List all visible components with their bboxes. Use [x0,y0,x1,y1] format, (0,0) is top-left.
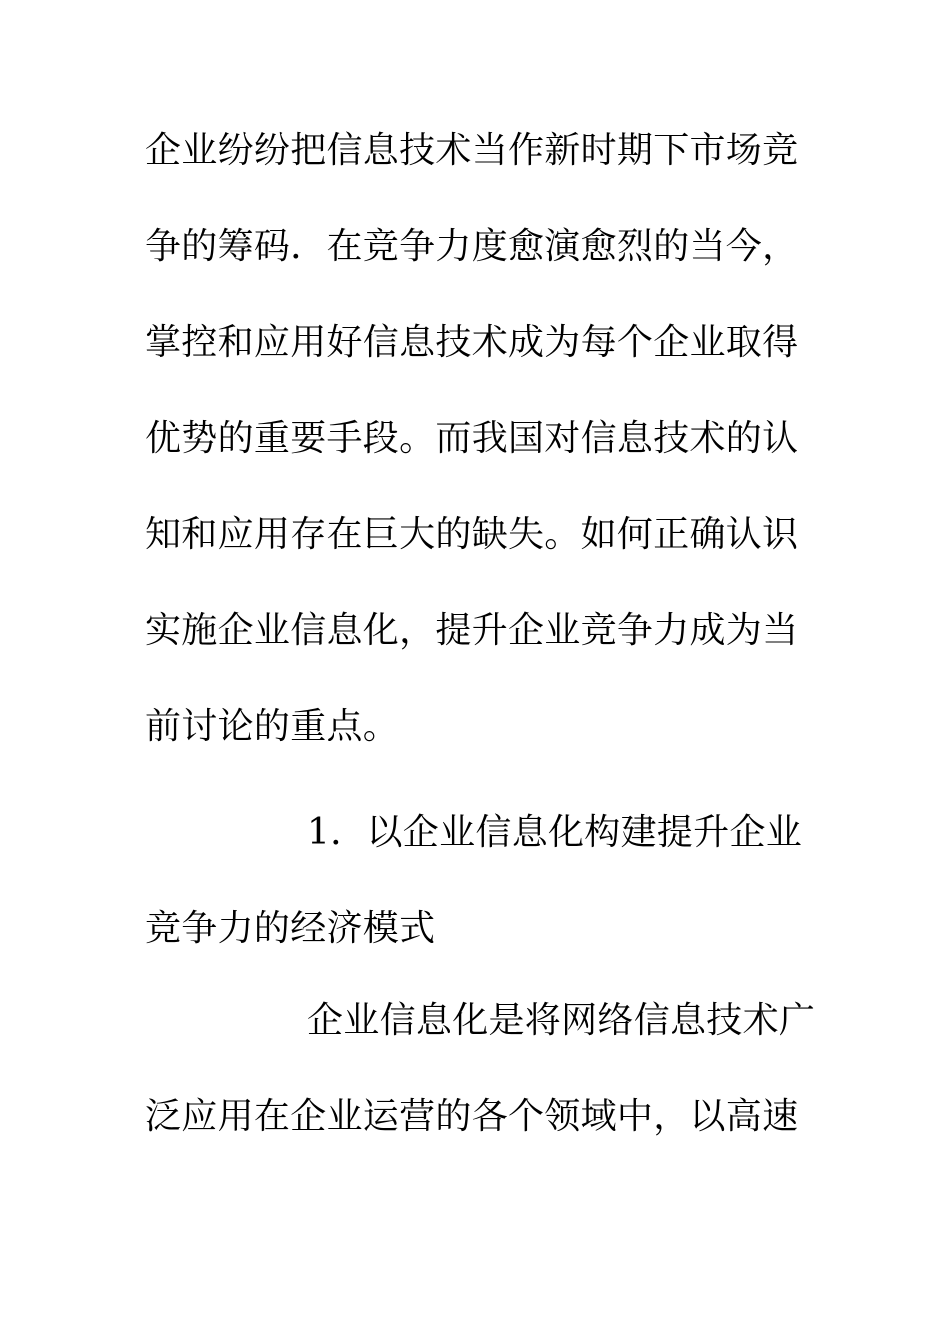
body-text-line: 企业纷纷把信息技术当作新时期下市场竞 [145,130,799,171]
body-text-line: 争的筹码．在竞争力度愈演愈烈的当今， [145,226,799,267]
body-text-line: 前讨论的重点。 [145,706,400,747]
body-text-line: 优势的重要手段。而我国对信息技术的认 [145,418,799,459]
body-text-line: 实施企业信息化，提升企业竞争力成为当 [145,610,799,651]
body-text-line: 掌控和应用好信息技术成为每个企业取得 [145,322,799,363]
body-text-line: 企业信息化是将网络信息技术广 [307,1000,816,1041]
body-text-line: 知和应用存在巨大的缺失。如何正确认识 [145,514,799,555]
body-text-line: 泛应用在企业运营的各个领域中，以高速 [145,1096,799,1137]
section-heading-line: 竞争力的经济模式 [145,908,436,949]
section-heading-line: 1．以企业信息化构建提升企业 [307,812,803,853]
